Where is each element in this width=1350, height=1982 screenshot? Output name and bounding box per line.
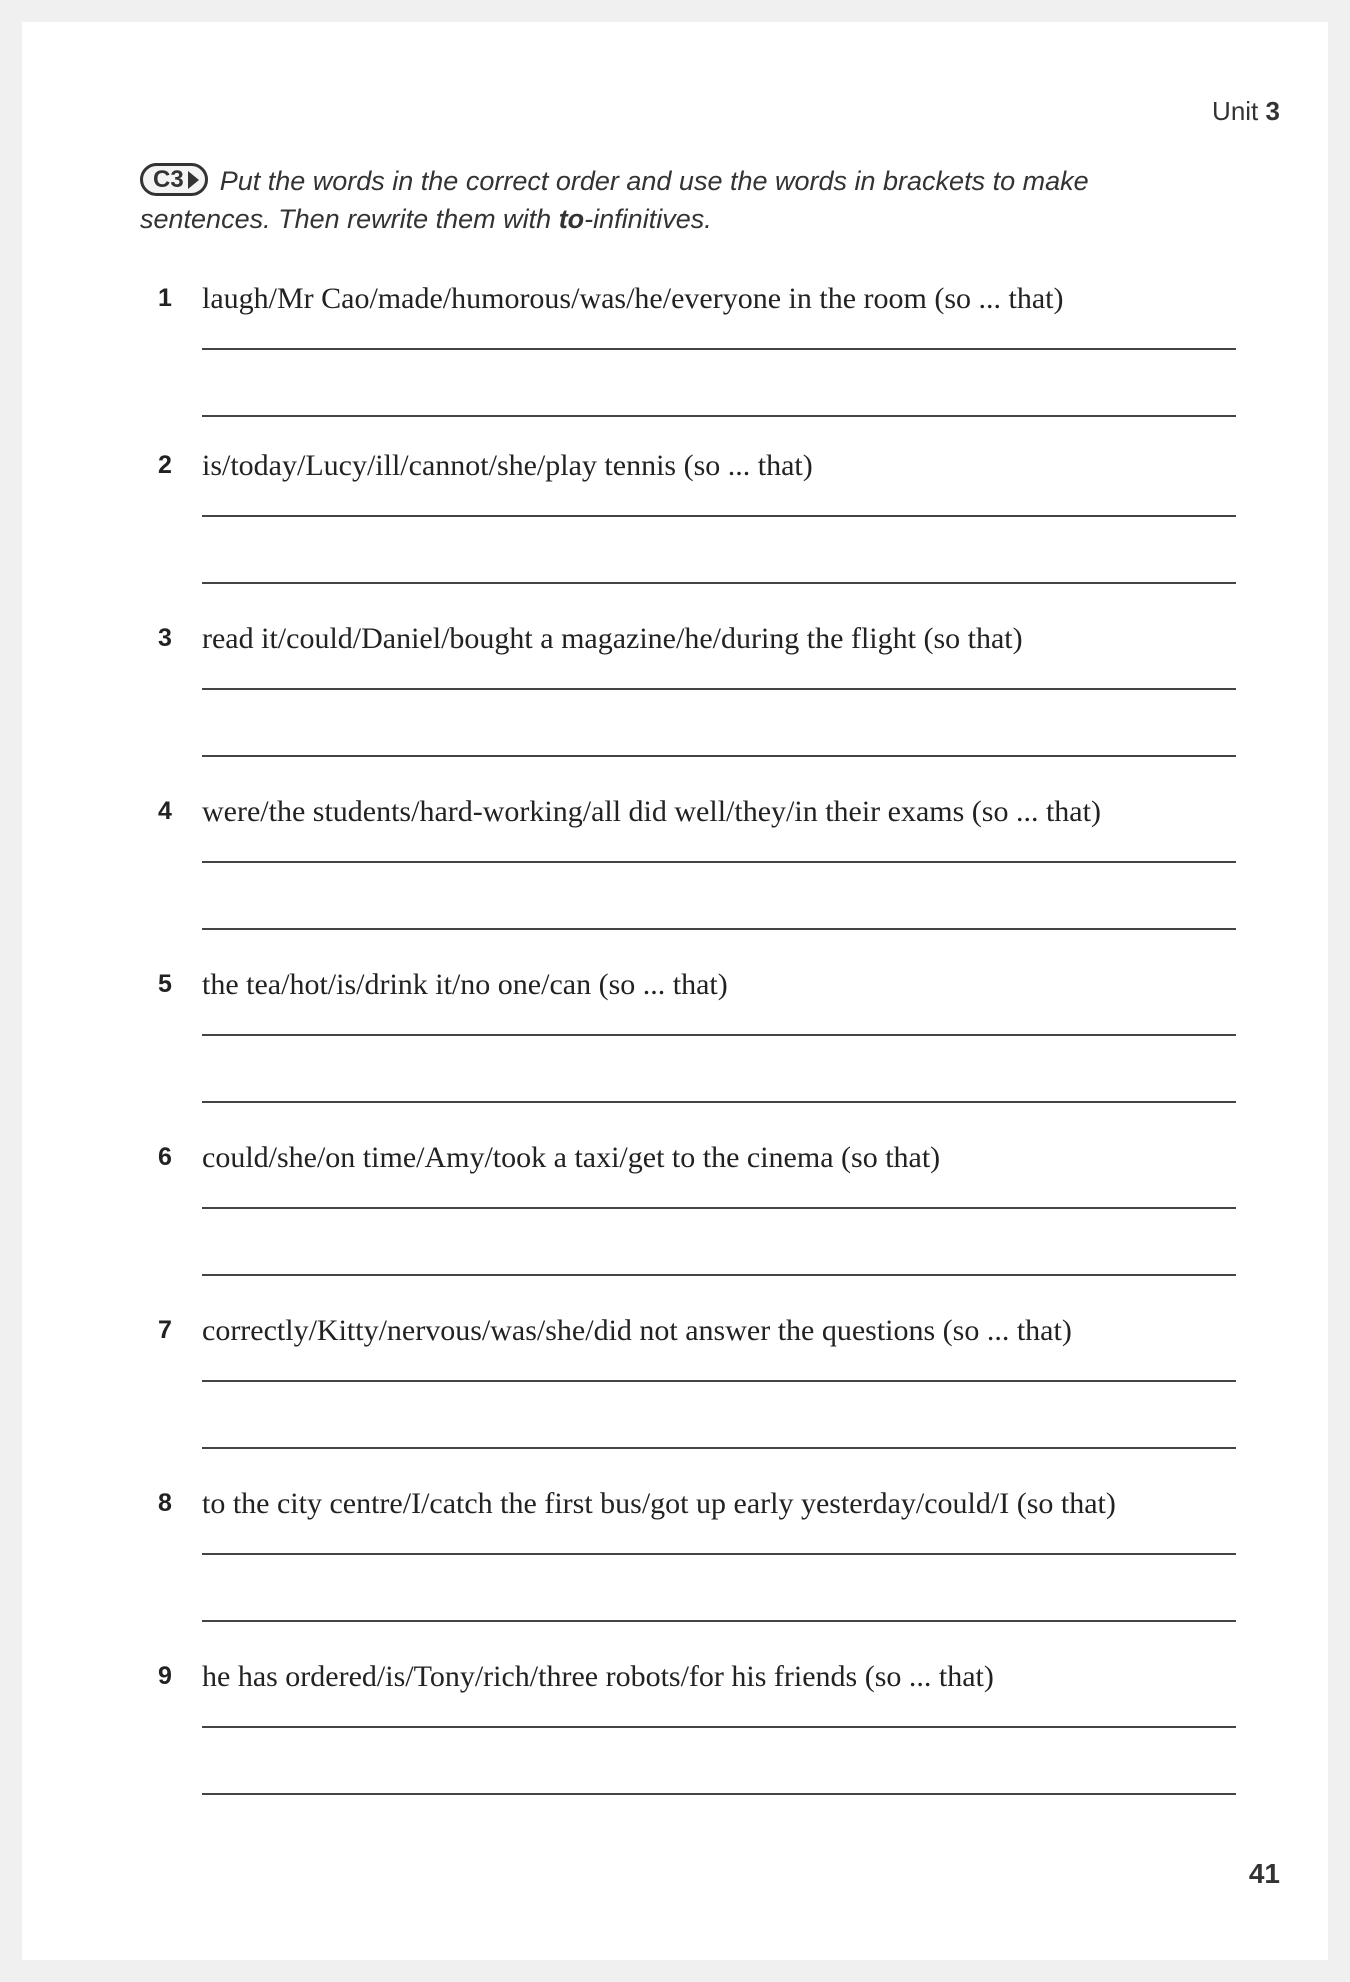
- answer-line[interactable]: [202, 1726, 1236, 1728]
- unit-text: Unit: [1212, 96, 1259, 126]
- answer-line[interactable]: [202, 582, 1236, 584]
- item-number: 4: [158, 797, 172, 825]
- answer-line[interactable]: [202, 1793, 1236, 1795]
- answer-line[interactable]: [202, 1620, 1236, 1622]
- answer-line[interactable]: [202, 1380, 1236, 1382]
- answer-line[interactable]: [202, 1447, 1236, 1449]
- exercise-instruction: [140, 162, 1220, 238]
- answer-line[interactable]: [202, 1207, 1236, 1209]
- item-number: 6: [158, 1143, 172, 1171]
- item-prompt: the tea/hot/is/drink it/no one/can (so ... that): [202, 968, 728, 1001]
- instruction-text: Put the words in the correct order and use the words in brackets to make sentences. Then rewrite them with: [140, 166, 1089, 234]
- answer-line[interactable]: [202, 1101, 1236, 1103]
- item-number: 9: [158, 1662, 172, 1690]
- answer-line[interactable]: [202, 928, 1236, 930]
- answer-line[interactable]: [202, 1034, 1236, 1036]
- item-prompt: were/the students/hard-working/all did well/they/in their exams (so ... that): [202, 795, 1101, 828]
- item-number: 8: [158, 1489, 172, 1517]
- instruction-text-end: -infinitives.: [584, 204, 712, 234]
- item-number: 2: [158, 451, 172, 479]
- item-prompt: to the city centre/I/catch the first bus/got up early yesterday/could/I (so that): [202, 1487, 1116, 1520]
- answer-line[interactable]: [202, 1274, 1236, 1276]
- answer-line[interactable]: [202, 1553, 1236, 1555]
- answer-line[interactable]: [202, 348, 1236, 350]
- answer-line[interactable]: [202, 861, 1236, 863]
- worksheet-page: [22, 22, 1328, 1960]
- item-prompt: could/she/on time/Amy/took a taxi/get to the cinema (so that): [202, 1141, 941, 1174]
- item-prompt: is/today/Lucy/ill/cannot/she/play tennis (so ... that): [202, 449, 813, 482]
- page-number: 41: [1248, 1858, 1280, 1889]
- answer-line[interactable]: [202, 755, 1236, 757]
- item-number: 7: [158, 1316, 172, 1344]
- exercise-badge-label: C3: [153, 165, 184, 193]
- item-number: 3: [158, 624, 172, 652]
- unit-label: [1212, 96, 1280, 127]
- item-prompt: read it/could/Daniel/bought a magazine/he/during the flight (so that): [202, 622, 1023, 655]
- instruction-bold-word: to: [558, 204, 585, 234]
- item-prompt: he has ordered/is/Tony/rich/three robots/for his friends (so ... that): [202, 1660, 994, 1693]
- item-number: 1: [158, 284, 172, 312]
- exercise-badge: [140, 163, 208, 196]
- unit-number: 3: [1265, 96, 1280, 126]
- item-prompt: correctly/Kitty/nervous/was/she/did not answer the questions (so ... that): [202, 1314, 1072, 1347]
- item-prompt: laugh/Mr Cao/made/humorous/was/he/everyone in the room (so ... that): [202, 282, 1064, 315]
- item-number: 5: [158, 970, 172, 998]
- answer-line[interactable]: [202, 415, 1236, 417]
- play-arrow-icon: [188, 171, 199, 189]
- answer-line[interactable]: [202, 515, 1236, 517]
- answer-line[interactable]: [202, 688, 1236, 690]
